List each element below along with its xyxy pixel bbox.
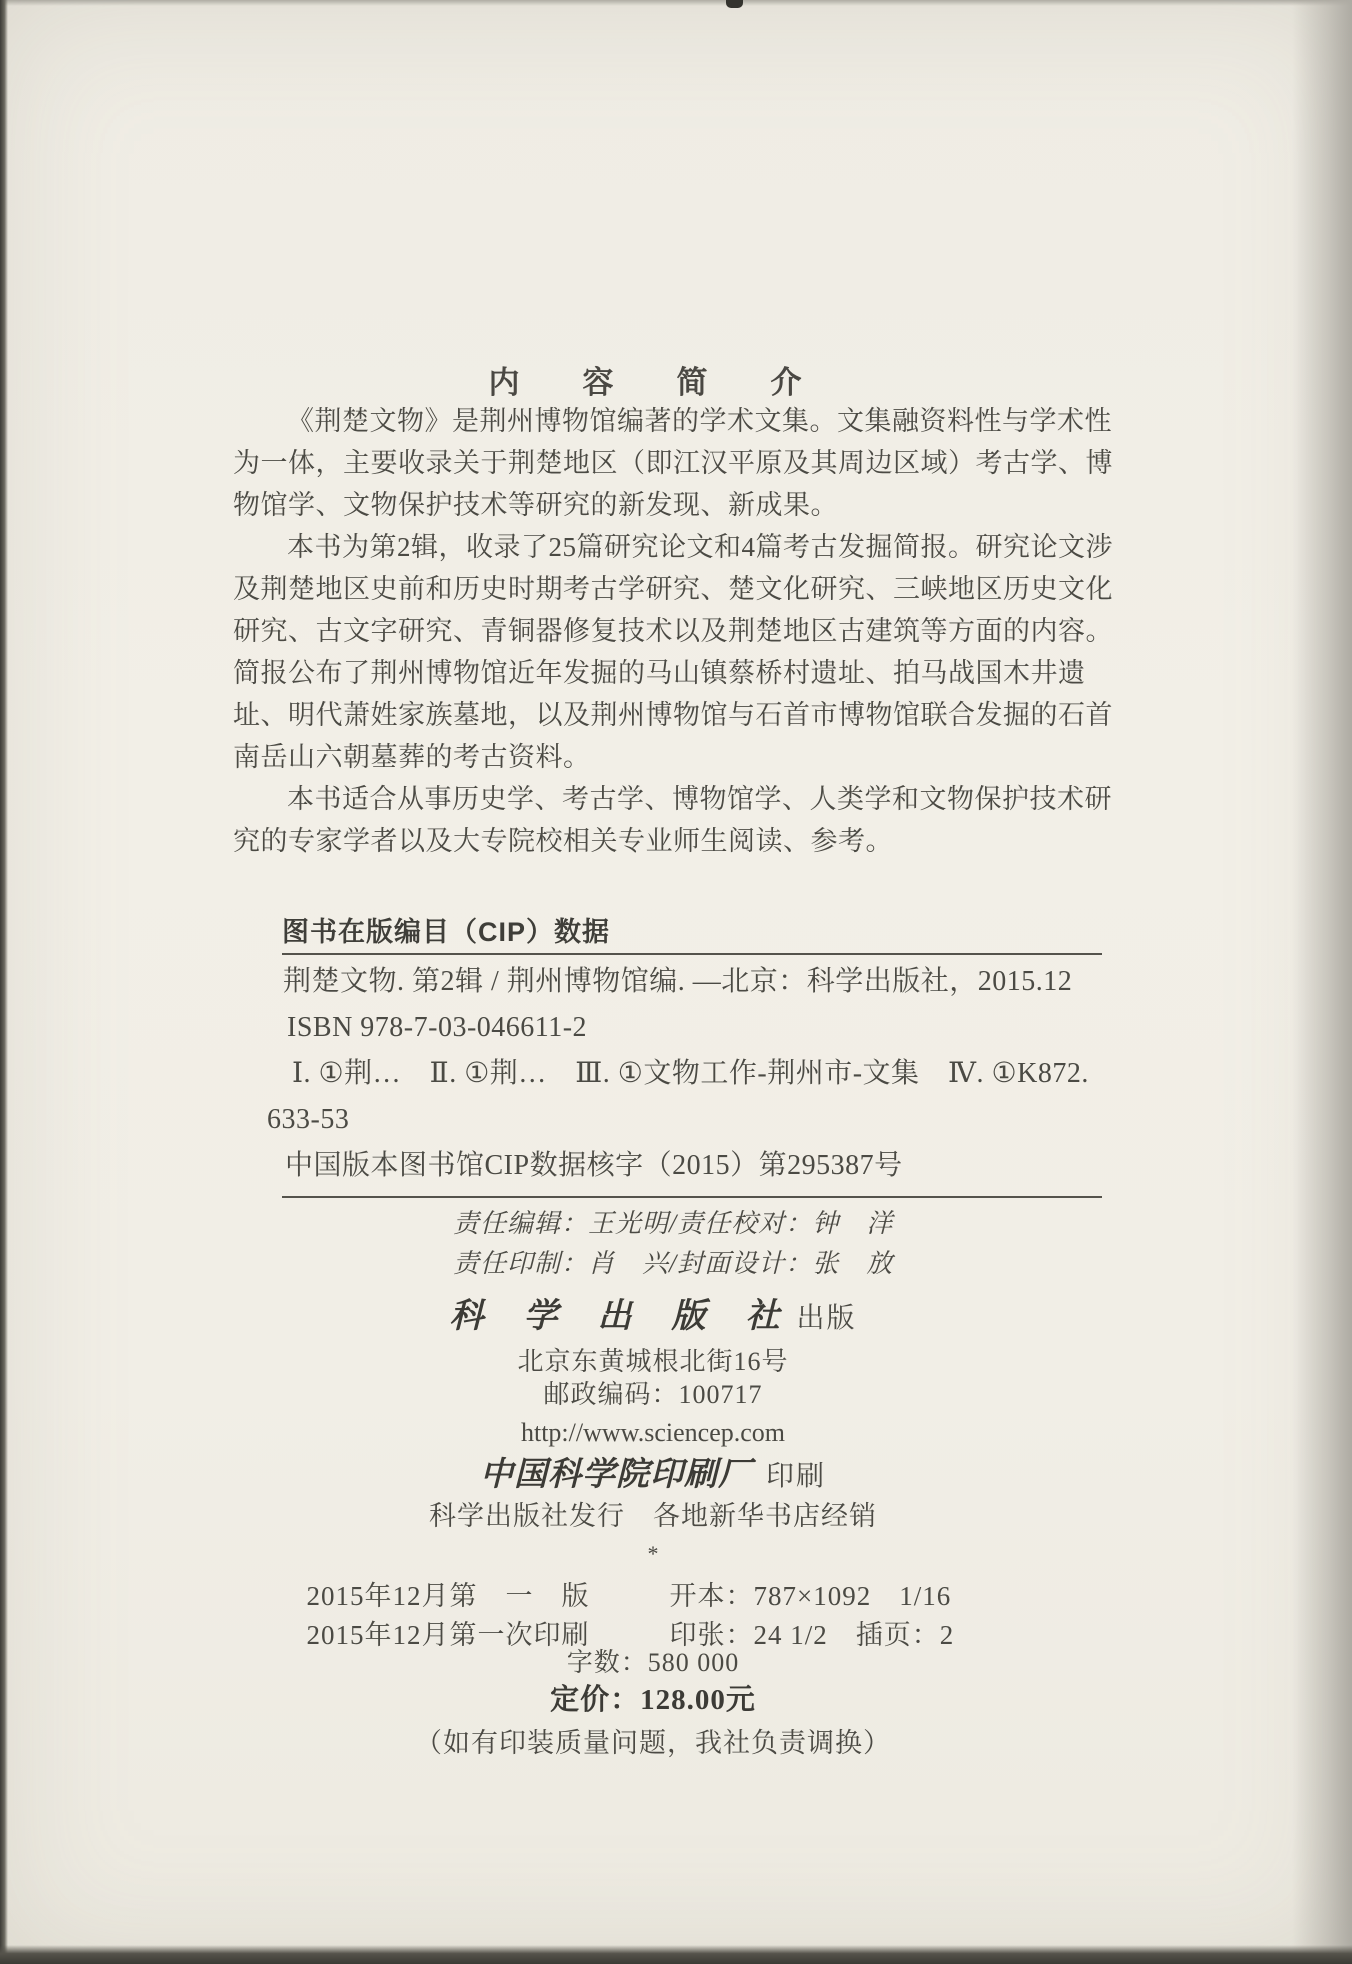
intro-line: 及荆楚地区史前和历史时期考古学研究、楚文化研究、三峡地区历史文化 <box>233 574 1113 604</box>
intro-line: 为一体，主要收录关于荆楚地区（即江汉平原及其周边区域）考古学、博 <box>233 448 1113 478</box>
cip-classification-line: Ⅰ. ①荆… Ⅱ. ①荆… Ⅲ. ①文物工作-荆州市-文集 Ⅳ. ①K872. <box>292 1058 1089 1089</box>
edition-date: 2015年12月第 一 版 <box>306 1581 590 1611</box>
edition-row <box>233 1574 1073 1613</box>
scan-edge-right <box>1292 0 1352 1964</box>
impression-date: 2015年12月第一次印刷 <box>306 1620 590 1650</box>
press-postcode: 邮政编码：100717 <box>543 1380 763 1409</box>
press-line <box>233 1297 1073 1336</box>
intro-line: 物馆学、文物保护技术等研究的新发现、新成果。 <box>233 490 838 520</box>
intro-text-block <box>233 400 1117 862</box>
page-title: 内 容 简 介 <box>488 364 818 400</box>
printer-logo: 中国科学院印刷厂 <box>479 1457 752 1493</box>
intro-line: 《荆楚文物》是荆州博物馆编著的学术文集。文集融资料性与学术性 <box>287 406 1112 436</box>
cip-header: 图书在版编目（CIP）数据 <box>282 917 611 947</box>
publish-suffix-label: 出版 <box>796 1303 857 1334</box>
quality-notice: （如有印装质量问题，我社负责调换） <box>415 1728 891 1758</box>
cip-rule-bottom <box>282 1196 1102 1198</box>
press-website: http://www.sciencep.com <box>520 1418 786 1447</box>
cip-rule-top <box>282 953 1102 955</box>
word-count: 字数：580 000 <box>566 1648 740 1677</box>
scan-edge-top <box>0 0 1352 6</box>
asterisk-divider: * <box>647 1541 659 1566</box>
sheets-spec: 印张：24 1/2 插页：2 <box>669 1620 955 1650</box>
intro-line: 究的专家学者以及大专院校相关专业师生阅读、参考。 <box>233 826 893 856</box>
press-address: 北京东黄城根北街16号 <box>517 1347 789 1376</box>
scan-edge-left <box>0 0 8 1964</box>
intro-line: 址、明代萧姓家族墓地，以及荆州博物馆与石首市博物馆联合发掘的石首 <box>233 700 1113 730</box>
printer-line <box>233 1457 1073 1495</box>
cip-classification-continuation: 633-53 <box>267 1104 350 1135</box>
scan-smudge <box>726 0 743 8</box>
cip-title-line: 荆楚文物. 第2辑 / 荆州博物馆编. —北京：科学出版社，2015.12 <box>283 966 1073 997</box>
intro-line: 简报公布了荆州博物馆近年发掘的马山镇蔡桥村遗址、拍马战国木井遗 <box>233 658 1086 688</box>
cip-isbn-line: ISBN 978-7-03-046611-2 <box>287 1012 588 1043</box>
intro-line: 南岳山六朝墓葬的考古资料。 <box>233 742 591 772</box>
editorial-credits <box>453 1204 893 1284</box>
scan-edge-bottom <box>0 1945 1352 1964</box>
intro-line: 本书适合从事历史学、考古学、博物馆学、人类学和文物保护技术研 <box>287 784 1112 814</box>
impression-row <box>233 1613 1073 1652</box>
distribution-line: 科学出版社发行 各地新华书店经销 <box>429 1501 877 1531</box>
format-spec: 开本：787×1092 1/16 <box>669 1581 952 1611</box>
price: 定价：128.00元 <box>550 1684 756 1716</box>
credits-line: 责任编辑：王光明/责任校对：钟 洋 <box>453 1209 894 1238</box>
science-press-logo: 科 学 出 版 社 <box>449 1298 783 1335</box>
intro-line: 研究、古文字研究、青铜器修复技术以及荆楚地区古建筑等方面的内容。 <box>233 616 1113 646</box>
credits-line: 责任印制：肖 兴/封面设计：张 放 <box>453 1249 894 1278</box>
cip-registry-line: 中国版本图书馆CIP数据核字（2015）第295387号 <box>285 1150 903 1181</box>
intro-line: 本书为第2辑，收录了25篇研究论文和4篇考古发掘简报。研究论文涉 <box>287 532 1113 562</box>
print-suffix-label: 印刷 <box>765 1461 826 1492</box>
